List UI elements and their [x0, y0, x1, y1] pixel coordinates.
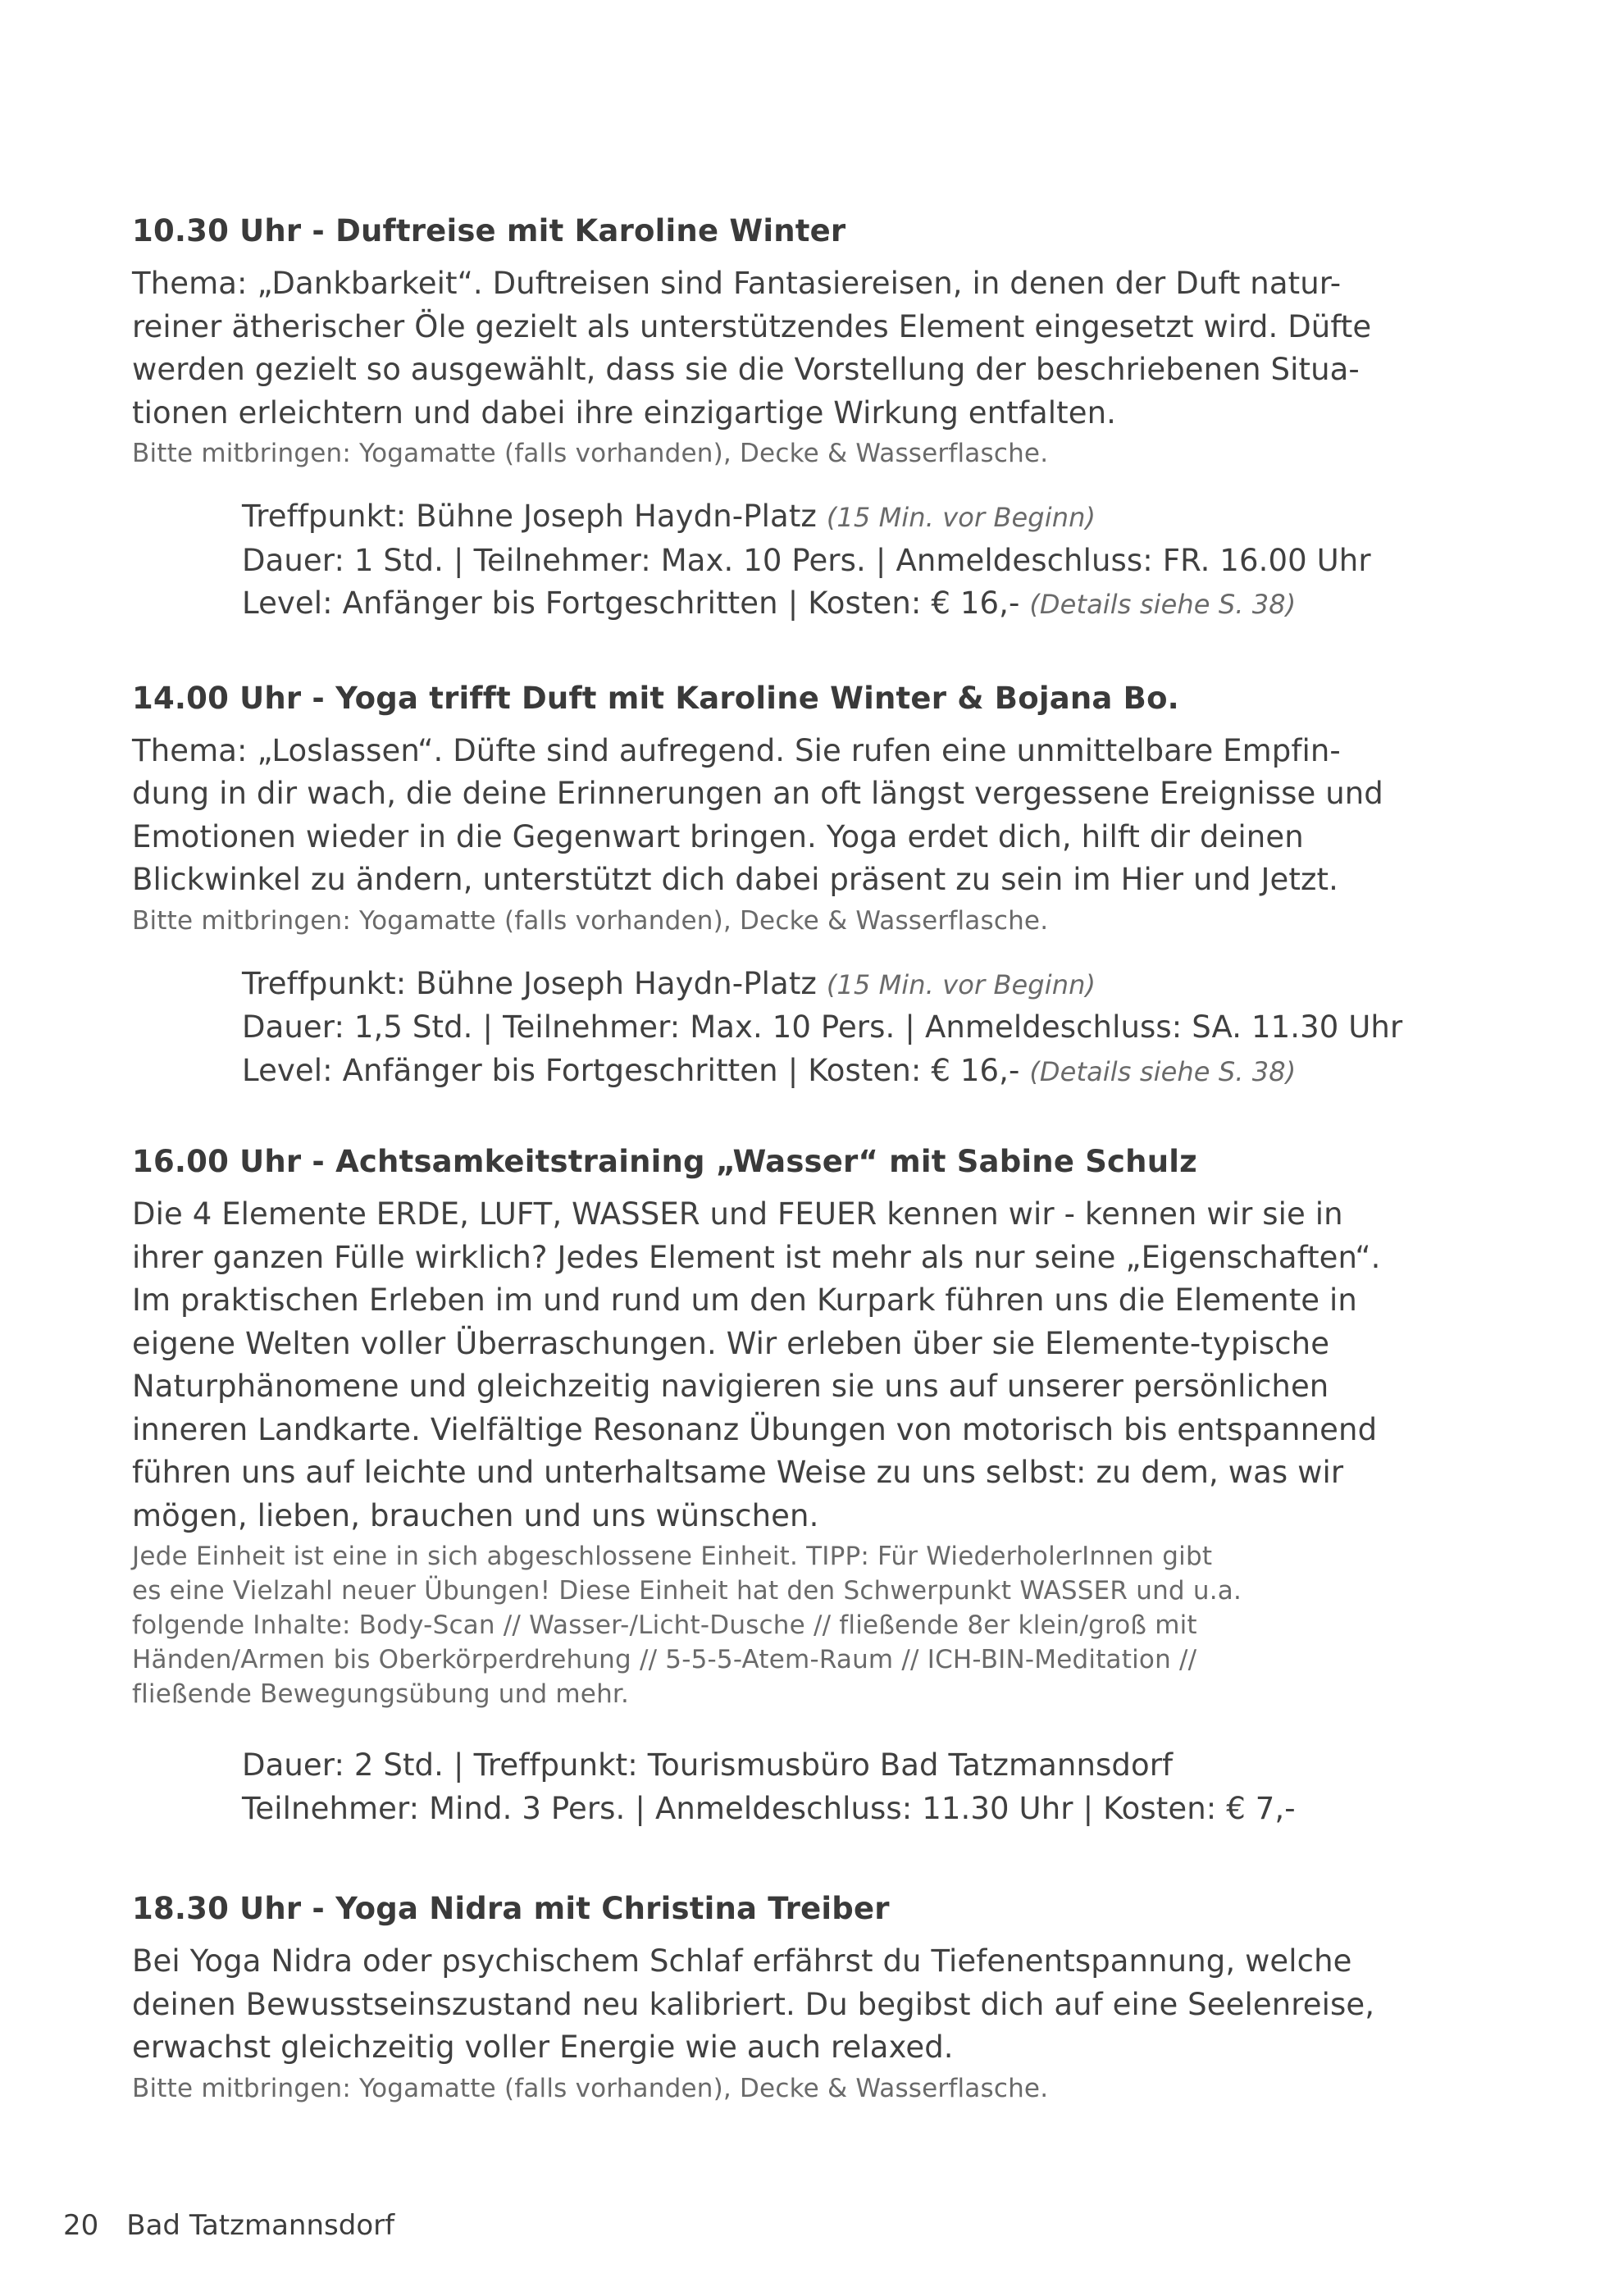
event-duftreise [132, 212, 1411, 626]
duration-line: Dauer: 1 Std. | Teilnehmer: Max. 10 Pers. | Anmeldeschluss: FR. 16.00 Uhr [242, 542, 1371, 578]
event-title: 16.00 Uhr - Achtsamkeitstraining „Wasser“ mit Sabine Schulz [132, 1144, 1197, 1180]
event-title: 14.00 Uhr - Yoga trifft Duft mit Karoline Winter & Bojana Bo. [132, 680, 1179, 716]
separator: | [787, 1052, 799, 1088]
event-title: 18.30 Uhr - Yoga Nidra mit Christina Treiber [132, 1891, 890, 1927]
participants-line: Teilnehmer: Mind. 3 Pers. | Anmeldeschluss: 11.30 Uhr | Kosten: € 7,- [242, 1790, 1296, 1826]
level-line: Level: Anfänger bis Fortgeschritten | Kosten: € 16,- (Details siehe S. 38) [242, 585, 1297, 622]
page-footer [63, 2209, 394, 2242]
event-yoga-nidra [132, 1889, 1411, 2106]
event-achtsamkeitstraining [132, 1142, 1411, 1830]
bring-along-note: Bitte mitbringen: Yogamatte (falls vorhanden), Decke & Wasserflasche. [132, 2073, 1049, 2103]
duration-line: Dauer: 1,5 Std. | Teilnehmer: Max. 10 Pers. | Anmeldeschluss: SA. 11.30 Uhr [242, 1009, 1403, 1046]
event-description: Thema: „Dankbarkeit“. Duftreisen sind Fantasiereisen, in denen der Duft natur- reiner ätherischer Öle gezielt als unterstützendes Element eingesetzt wird. Düfte werden gezielt so ausgewählt, dass sie die Vorstellung der beschriebenen Situa- tionen erleichtern und dabei ihre einzigartige Wirkung entfalten. [132, 266, 1372, 430]
separator: | [453, 542, 464, 578]
separator: | [453, 1747, 464, 1784]
unit-note: Jede Einheit ist eine in sich abgeschlossene Einheit. TIPP: Für WiederholerInnen gibt es eine Vielzahl neuer Übungen! Diese Einheit hat den Schwerpunkt WASSER und u.a. folgende Inhalte: Body-Scan // Wasser-/Licht-Dusche // fließende 8er klein/groß mit Händen/Armen bis Oberkörperdrehung // 5-5-5-Atem-Raum // ICH-BIN-Meditation // fließende Bewegungsübung und mehr. [132, 1542, 1242, 1710]
separator: | [482, 1009, 494, 1046]
level-line: Level: Anfänger bis Fortgeschritten | Kosten: € 16,- (Details siehe S. 38) [242, 1052, 1297, 1088]
event-details [242, 495, 1411, 626]
separator: | [787, 585, 799, 622]
event-description: Die 4 Elemente ERDE, LUFT, WASSER und FEUER kennen wir - kennen wir sie in ihrer ganzen Fülle wirklich? Jedes Element ist mehr als nur seine „Eigenschaften“. Im praktischen Erleben im und rund um den Kurpark führen uns die Elemente in eigene Welten voller Überraschungen. Wir erleben über sie Elemente-typische Naturphänomene und gleichzeitig navigieren sie uns auf unserer persönlichen inneren Landkarte. Vielfältige Resonanz Übungen von motorisch bis entspannend führen uns auf leichte und unterhaltsame Weise zu uns selbst: zu dem, was wir mögen, lieben, brauchen und uns wünschen. [132, 1196, 1381, 1533]
event-details [242, 1744, 1411, 1830]
page-number: 20 [63, 2209, 99, 2242]
bring-along-note: Bitte mitbringen: Yogamatte (falls vorhanden), Decke & Wasserflasche. [132, 439, 1049, 469]
meeting-point-line: Treffpunkt: Bühne Joseph Haydn-Platz (15 Min. vor Beginn) [242, 965, 1096, 1001]
event-description: Thema: „Loslassen“. Düfte sind aufregend. Sie rufen eine unmittelbare Empfin- dung in dir wach, die deine Erinnerungen an oft längst vergessene Ereignisse und Emotionen wieder in die Gegenwart bringen. Yoga erdet dich, hilft dir deinen Blickwinkel zu ändern, unterstützt dich dabei präsent zu sein im Hier und Jetzt. [132, 732, 1383, 898]
duration-line: Dauer: 2 Std. | Treffpunkt: Tourismusbüro Bad Tatzmannsdorf [242, 1747, 1174, 1784]
bring-along-note: Bitte mitbringen: Yogamatte (falls vorhanden), Decke & Wasserflasche. [132, 905, 1049, 936]
event-title: 10.30 Uhr - Duftreise mit Karoline Winter [132, 213, 846, 248]
page-content [132, 212, 1411, 2106]
footer-location: Bad Tatzmannsdorf [126, 2209, 395, 2242]
event-details [242, 963, 1411, 1094]
meeting-point-line: Treffpunkt: Bühne Joseph Haydn-Platz (15 Min. vor Beginn) [242, 499, 1096, 535]
event-description: Bei Yoga Nidra oder psychischem Schlaf erfährst du Tiefenentspannung, welche deinen Bewusstseinszustand neu kalibriert. Du begibst dich auf eine Seelenreise, erwachst gleichzeitig voller Energie wie auch relaxed. [132, 1943, 1375, 2066]
separator: | [635, 1790, 645, 1826]
separator: | [1082, 1790, 1094, 1826]
separator: | [875, 542, 886, 578]
separator: | [905, 1009, 915, 1046]
event-yoga-trifft-duft [132, 679, 1411, 1094]
